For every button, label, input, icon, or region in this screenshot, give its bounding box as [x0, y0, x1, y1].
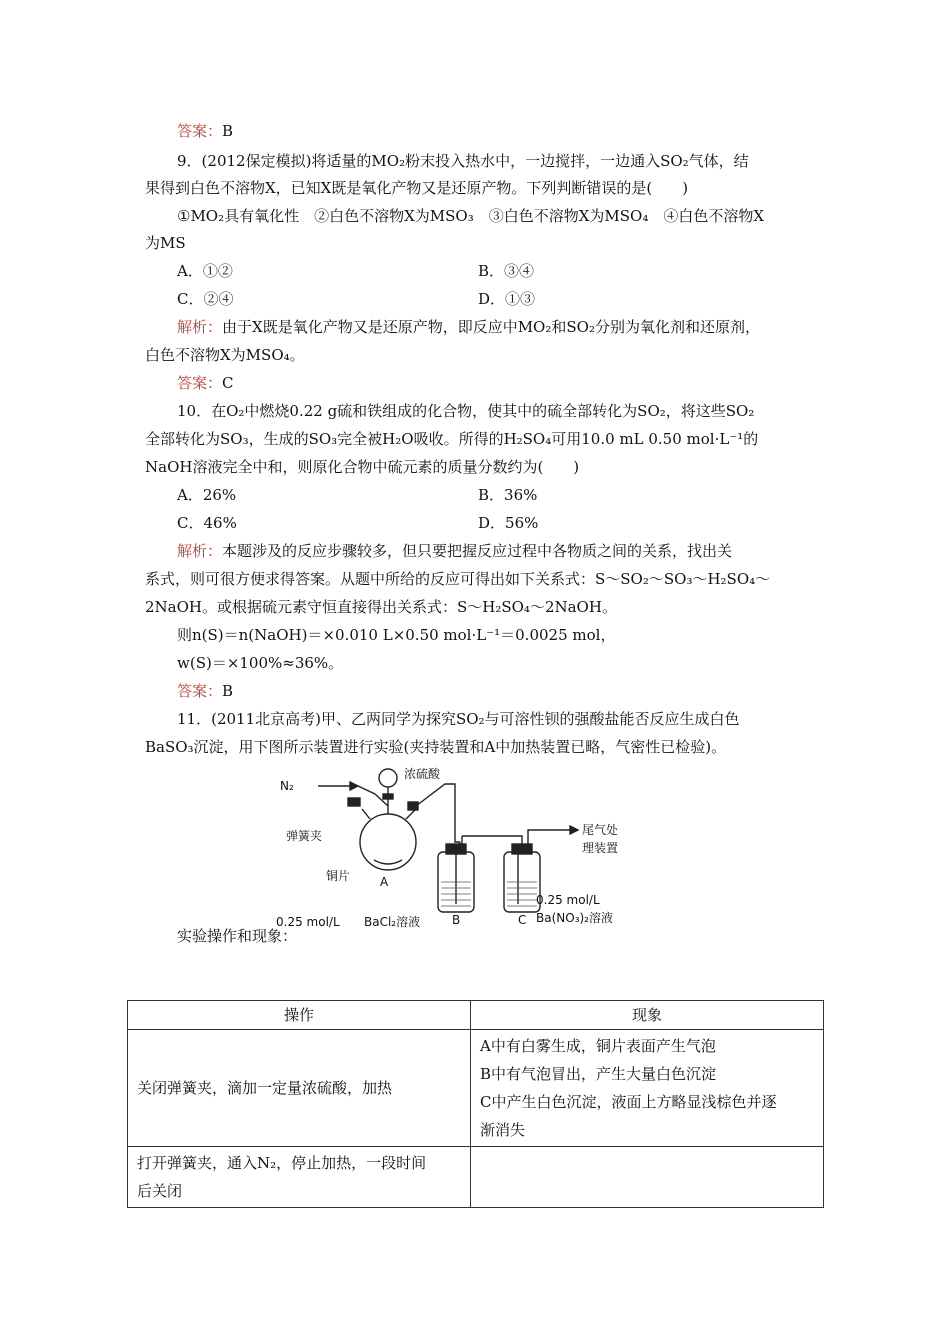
q9-answer	[177, 372, 234, 394]
answer-label: 答案：	[177, 374, 223, 392]
label-copper: 铜片	[326, 869, 351, 883]
row2-phenomenon	[471, 1147, 824, 1208]
table-header-row	[128, 1001, 824, 1030]
tube-b-c	[462, 836, 522, 844]
q9-stem-line2: 果得到白色不溶物X，已知X既是氧化产物又是还原产物。下列判断错误的是( )	[145, 179, 689, 197]
label-acid: 浓硫酸	[404, 767, 441, 781]
row1-phen-line: C中产生白色沉淀，液面上方略显浅棕色并逐	[480, 1093, 777, 1111]
label-tail2: 理装置	[582, 841, 619, 855]
label-a: A	[380, 875, 389, 889]
row1-phen-line: A中有白雾生成，铜片表面产生气泡	[480, 1037, 716, 1055]
row2-op-line: 打开弹簧夹，通入N₂，停止加热，一段时间	[137, 1154, 427, 1172]
q11-stem-line1: 11．(2011北京高考)甲、乙两同学为探究SO₂与可溶性钡的强酸盐能否反应生成白色	[177, 710, 740, 728]
header-phenomenon: 现象	[471, 1001, 824, 1030]
q10-analysis-line1	[177, 540, 732, 562]
q9-option-d: D．①③	[478, 290, 536, 308]
answer-label: 答案：	[177, 682, 223, 700]
analysis-label: 解析：	[177, 318, 223, 336]
q10-option-b: B．36%	[478, 486, 538, 504]
dropping-funnel	[379, 769, 397, 787]
row1-phenomenon	[471, 1030, 824, 1147]
q10-calc-line2: w(S)＝×100%≈36%。	[177, 654, 344, 672]
analysis-text: 本题涉及的反应步骤较多，但只要把握反应过程中各物质之间的关系，找出关	[222, 542, 733, 560]
q9-option-c: C．②④	[177, 290, 234, 308]
tube-a-b	[416, 784, 460, 842]
header-operation: 操作	[128, 1001, 471, 1030]
q9-statements-line2: 为MS	[145, 234, 186, 252]
apparatus-figure	[270, 764, 640, 954]
operations-table	[127, 1000, 824, 1208]
q10-stem-line2: 全部转化为SO₃，生成的SO₃完全被H₂O吸收。所得的H₂SO₄可用10.0 mL 0.50 mol·L⁻¹的	[145, 430, 759, 448]
q10-stem-line1: 10．在O₂中燃烧0.22 g硫和铁组成的化合物，使其中的硫全部转化为SO₂，将这些SO₂	[177, 402, 755, 420]
ops-heading: 实验操作和现象：	[177, 927, 298, 945]
table-row	[128, 1147, 824, 1208]
q10-stem-line3: NaOH溶液完全中和，则原化合物中硫元素的质量分数约为( )	[145, 458, 580, 476]
answer-value: B	[222, 682, 234, 700]
analysis-text: 由于X既是氧化产物又是还原产物，即反应中MO₂和SO₂分别为氧化剂和还原剂，	[222, 318, 760, 336]
row1-phen-line: 渐消失	[480, 1121, 526, 1139]
row2-op-line: 后关闭	[137, 1182, 183, 1200]
q9-statements-line1: ①MO₂具有氧化性 ②白色不溶物X为MSO₃ ③白色不溶物X为MSO₄ ④白色不溶物X	[177, 207, 765, 225]
label-c: C	[518, 913, 527, 927]
answer-value: B	[222, 122, 234, 140]
table-row	[128, 1030, 824, 1147]
q10-analysis-line3: 2NaOH。或根据硫元素守恒直接得出关系式：S～H₂SO₄～2NaOH。	[145, 598, 617, 616]
label-bano3: Ba(NO₃)₂溶液	[536, 911, 613, 925]
label-b: B	[452, 913, 461, 927]
q9-analysis-line1	[177, 316, 760, 338]
q10-option-a: A．26%	[177, 486, 237, 504]
q10-option-d: D．56%	[478, 514, 539, 532]
label-conc-right: 0.25 mol/L	[536, 893, 600, 907]
q11-stem-line2: BaSO₃沉淀，用下图所示装置进行实验(夹持装置和A中加热装置已略，气密性已检验)。	[145, 738, 727, 756]
row1-phen-line: B中有气泡冒出，产生大量白色沉淀	[480, 1065, 717, 1083]
spring-clip-icon	[348, 798, 360, 806]
q10-option-c: C．46%	[177, 514, 237, 532]
q8-answer	[177, 120, 233, 142]
q9-option-b: B．③④	[478, 262, 535, 280]
row1-operation: 关闭弹簧夹，滴加一定量浓硫酸，加热	[128, 1030, 471, 1147]
flask-a	[360, 814, 416, 870]
q9-option-a: A．①②	[177, 262, 233, 280]
label-bacl2: BaCl₂溶液	[364, 915, 421, 929]
q10-analysis-line2: 系式，则可很方便求得答案。从题中所给的反应可得出如下关系式：S～SO₂～SO₃～H₂SO₄～	[145, 570, 771, 588]
row2-operation	[128, 1147, 471, 1208]
q9-stem-line1: 9．(2012保定模拟)将适量的MO₂粉末投入热水中，一边搅拌，一边通入SO₂气体，结	[177, 152, 749, 170]
label-clip: 弹簧夹	[286, 829, 323, 843]
label-conc-left: 0.25 mol/L	[276, 915, 340, 929]
tube-c-tail	[528, 830, 570, 844]
flask-liquid	[374, 860, 402, 864]
label-n2: N₂	[280, 779, 294, 793]
tail-arrow-head	[570, 826, 578, 834]
label-tail1: 尾气处	[582, 823, 619, 837]
n2-arrow-head	[350, 782, 358, 790]
q9-analysis-line2: 白色不溶物X为MSO₄。	[145, 346, 305, 364]
analysis-label: 解析：	[177, 542, 223, 560]
q10-calc-line1: 则n(S)＝n(NaOH)＝×0.010 L×0.50 mol·L⁻¹＝0.0025 mol，	[177, 626, 616, 644]
q10-answer	[177, 680, 233, 702]
answer-label: 答案：	[177, 122, 223, 140]
answer-value: C	[222, 374, 234, 392]
